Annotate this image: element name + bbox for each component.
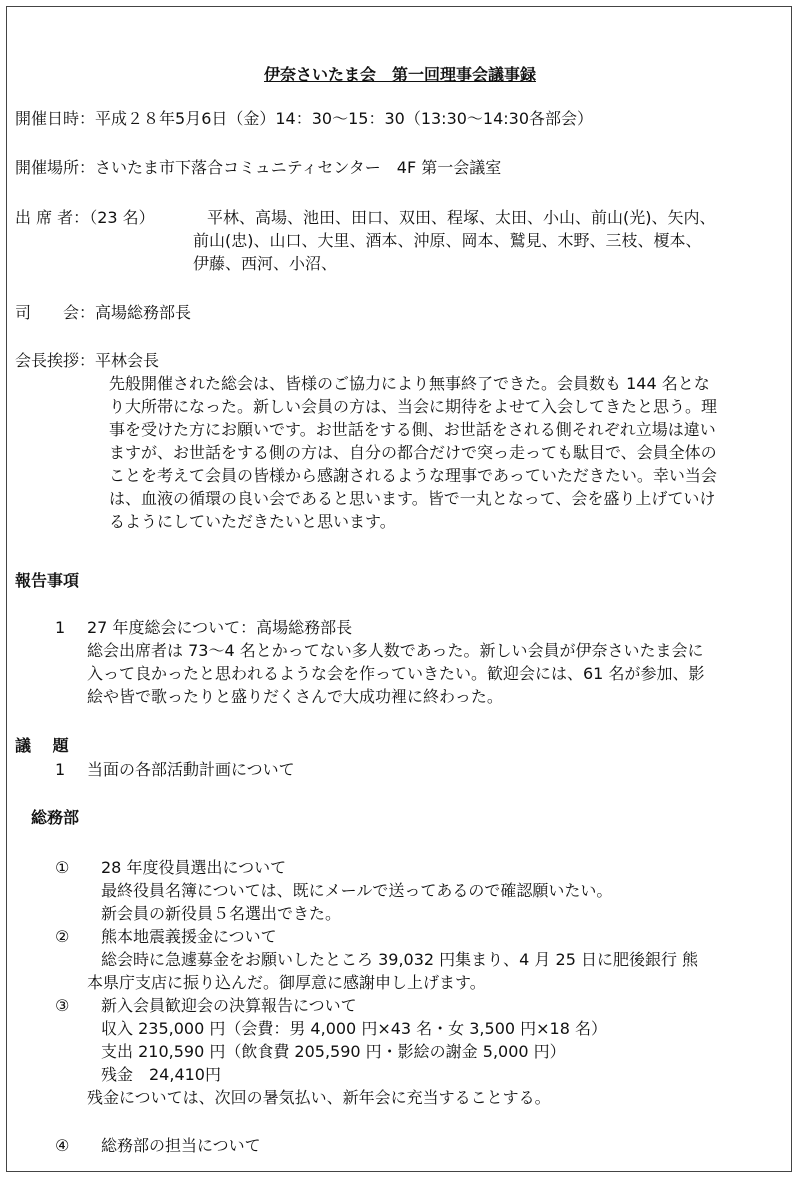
agenda-subitem-line: 新会員の新役員５名選出できた。 (101, 904, 342, 923)
agenda-subitem-number: ② (55, 927, 70, 946)
attendees-count: （23 名） (89, 208, 155, 227)
greeting-header (15, 350, 159, 372)
attendees-header (15, 207, 155, 229)
agenda-subitem-line: 支出 210,590 円（飲食費 205,590 円・影絵の謝金 5,000 円） (101, 1042, 566, 1061)
chair-label: 司 会： (15, 303, 96, 322)
agenda-heading: 議 題 (15, 736, 69, 755)
agenda-subitem-number: ③ (55, 996, 70, 1015)
agenda-subitem-line: 残金については、次回の暑気払い、新年会に充当することする。 (87, 1088, 551, 1107)
datetime-value: 平成２８年5月6日（金）14：30～15：30（13:30～14:30各部会） (95, 109, 594, 128)
greeting-line: 先般開催された総会は、皆様のご協力により無事終了できた。会員数も 144 名とな (109, 374, 710, 393)
report-item-number: 1 (55, 618, 66, 637)
greeting-label: 会長挨拶： (15, 351, 96, 370)
agenda-subitem-line: 収入 235,000 円（会費：男 4,000 円×43 名・女 3,500 円×18 名） (101, 1019, 607, 1038)
chair (15, 302, 191, 324)
agenda-subitem-line: 残金 24,410円 (101, 1065, 221, 1084)
section-heading: 総務部 (31, 808, 80, 827)
greeting-line: は、血液の循環の良い会であると思います。皆で一丸となって、会を盛り上げていけ (109, 489, 716, 508)
agenda-subitem-title: 総務部の担当について (101, 1136, 261, 1155)
agenda-subitem-number: ④ (55, 1136, 70, 1155)
agenda-subitem-title: 新入会員歓迎会の決算報告について (101, 996, 357, 1015)
report-line: 総会出席者は 73～4 名とかってない多人数であった。新しい会員が伊奈さいたま会に (87, 641, 704, 660)
attendees-line: 伊藤、西河、小沼、 (193, 254, 338, 273)
report-heading: 報告事項 (15, 571, 80, 590)
agenda-item-number: 1 (55, 760, 66, 779)
document-page (6, 6, 792, 1172)
attendees-line: 平林、高場、池田、田口、双田、程塚、太田、小山、前山(光)、矢内、 (207, 208, 716, 227)
agenda-subitem-line: 総会時に急遽募金をお願いしたところ 39,032 円集まり、4 月 25 日に肥後銀行 熊 (101, 950, 699, 969)
document-title: 伊奈さいたま会 第一回理事会議事録 (263, 65, 536, 84)
agenda-item-title: 当面の各部活動計画について (87, 760, 295, 779)
place-value: さいたま市下落合コミュニティセンター 4F 第一会議室 (95, 158, 502, 177)
meeting-place (15, 157, 501, 179)
attendees-line: 前山(忠)、山口、大里、酒本、沖原、岡本、鷲見、木野、三枝、榎本、 (193, 231, 702, 250)
greeting-line: 事を受けた方にお願いです。お世話をする側、お世話をされる側それぞれ立場は違い (109, 420, 716, 439)
agenda-subitem-number: ① (55, 858, 70, 877)
report-item-title: 27 年度総会について：高場総務部長 (87, 618, 353, 637)
greeting-line: ますが、お世話をする側の方は、自分の都合だけで突っ走っても駄目で、会員全体の (109, 443, 717, 462)
place-label: 開催場所： (15, 158, 96, 177)
greeting-line: り大所帯になった。新しい会員の方は、当会に期待をよせて入会してきたと思う。理 (109, 397, 718, 416)
agenda-subitem-title: 28 年度役員選出について (101, 858, 287, 877)
attendees-label: 出 席 者： (15, 208, 90, 227)
meeting-datetime (15, 108, 593, 130)
agenda-subitem-title: 熊本地震義援金について (101, 927, 277, 946)
chair-value: 高場総務部長 (95, 303, 192, 322)
greeting-line: るようにしていただきたいと思います。 (109, 512, 396, 531)
greeting-line: ことを考えて会員の皆様から感謝されるような理事であっていただきたい。幸い当会 (109, 466, 717, 485)
agenda-subitem-line: 本県庁支店に振り込んだ。御厚意に感謝申し上げます。 (87, 973, 486, 992)
greeting-speaker: 平林会長 (95, 351, 160, 370)
report-line: 絵や皆で歌ったりと盛りだくさんで大成功裡に終わった。 (87, 687, 503, 706)
report-line: 入って良かったと思われるような会を作っていきたい。歓迎会には、61 名が参加、影 (87, 664, 705, 683)
datetime-label: 開催日時： (15, 109, 96, 128)
agenda-subitem-line: 最終役員名簿については、既にメールで送ってあるので確認願いたい。 (101, 881, 613, 900)
